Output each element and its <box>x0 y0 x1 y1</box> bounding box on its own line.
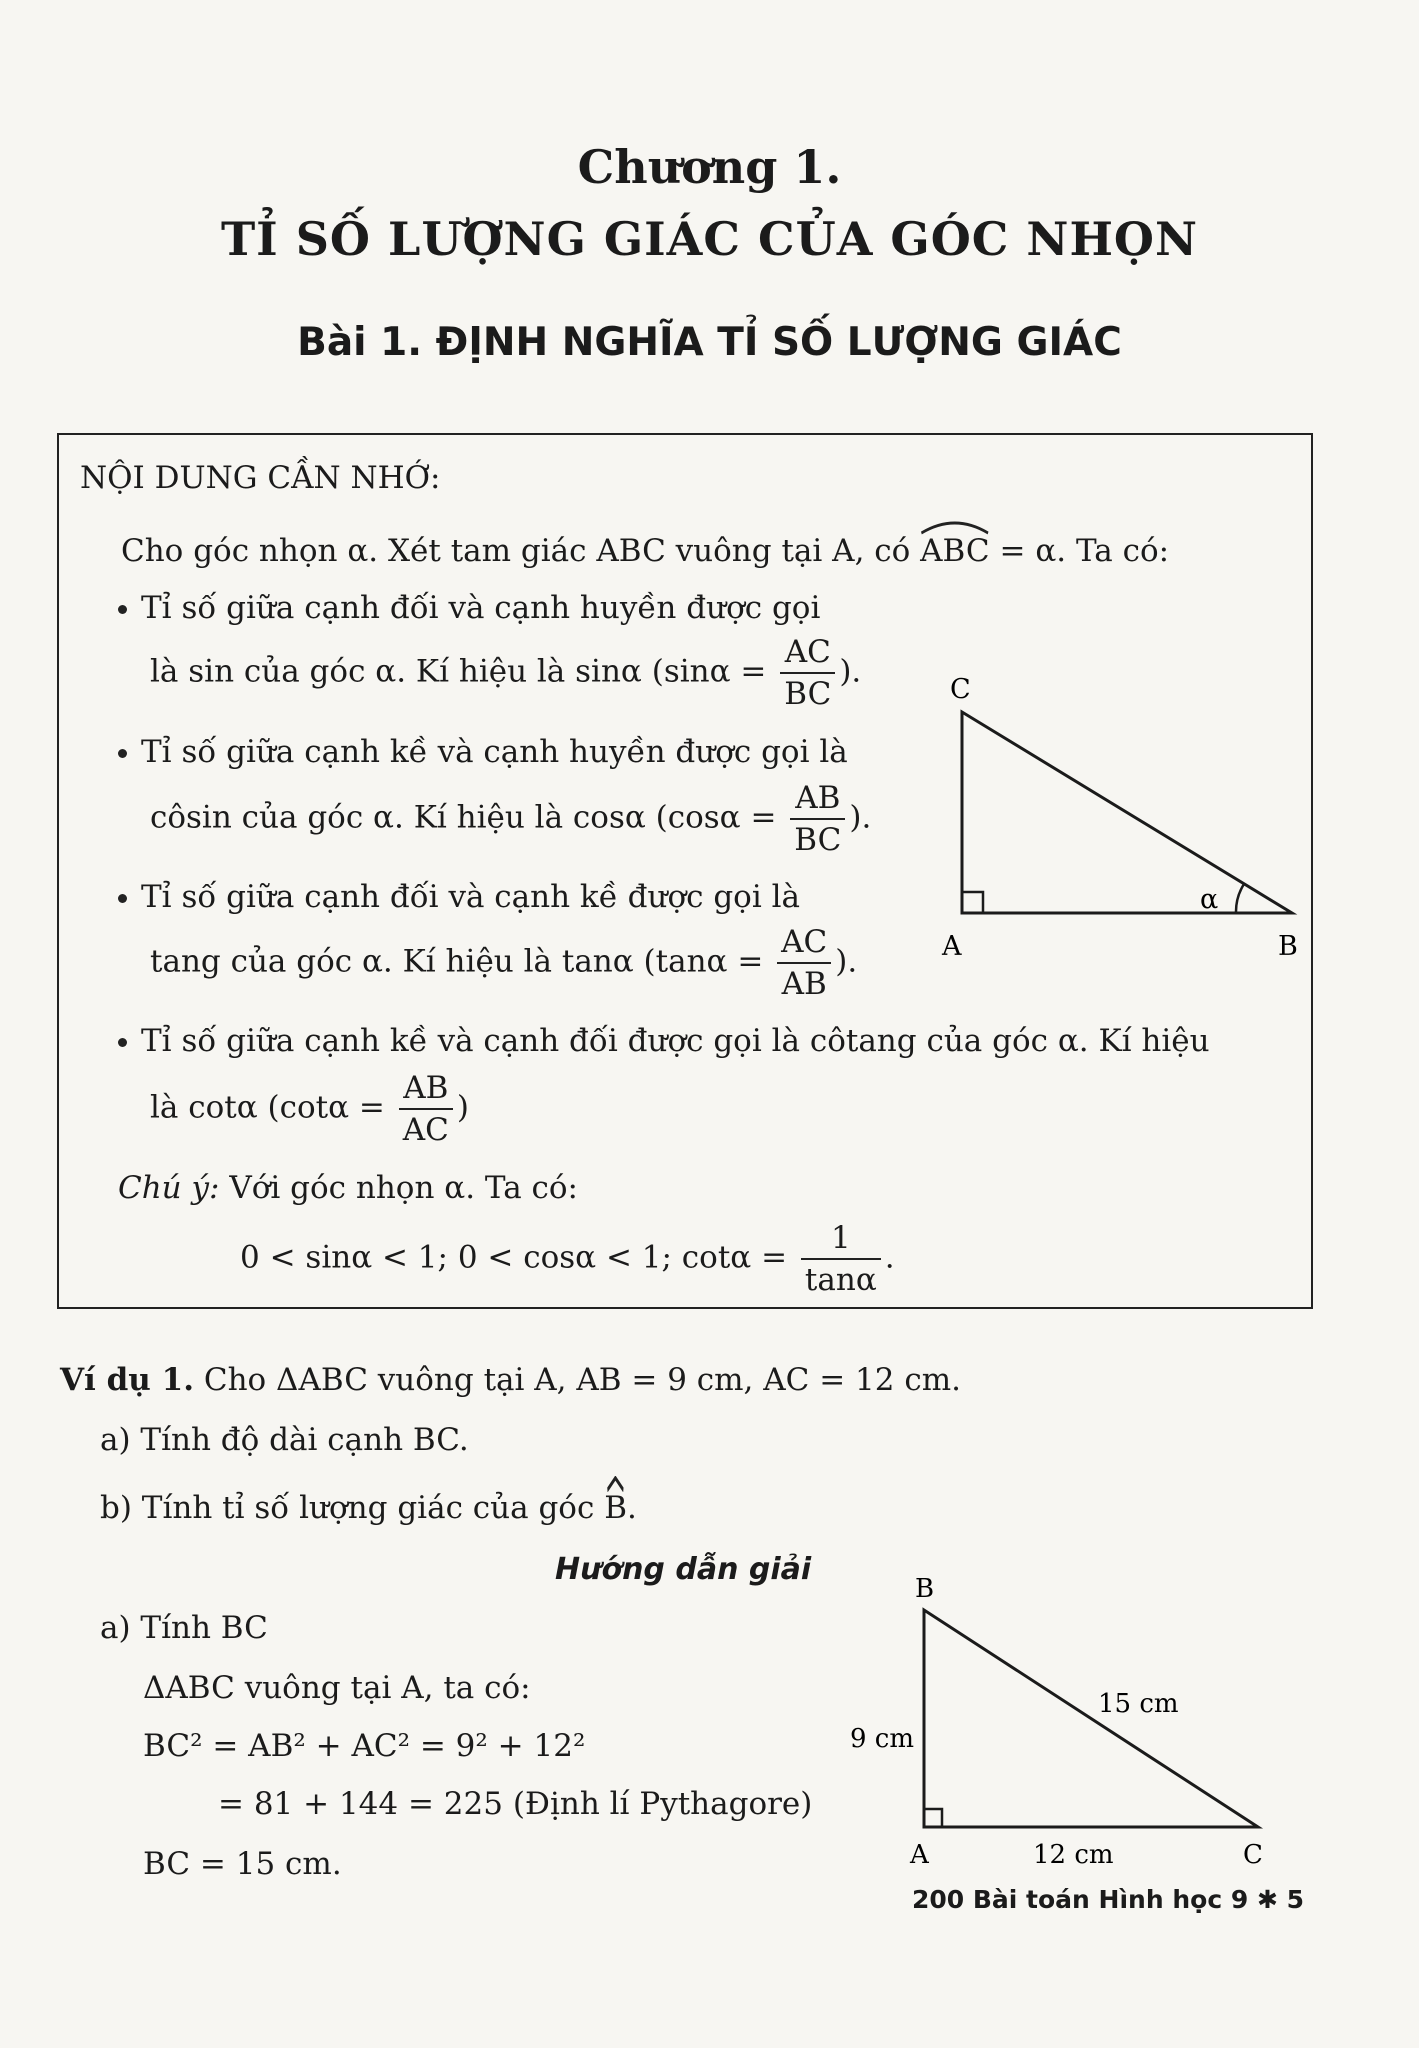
inequality-numerator: 1 <box>801 1218 881 1260</box>
sin-numerator: AC <box>780 632 835 674</box>
triangle-abc <box>962 712 1292 913</box>
cos-numerator: AB <box>790 778 845 820</box>
inequality-text: 0 < sinα < 1; 0 < cosα < 1; cotα = <box>240 1239 788 1276</box>
alpha-arc <box>1236 884 1244 913</box>
bullet-icon <box>118 1038 127 1047</box>
cos-fraction <box>790 778 845 860</box>
part-a: a) Tính độ dài cạnh BC. <box>100 1422 469 1458</box>
solution-line3: = 81 + 144 = 225 (Định lí Pythagore) <box>218 1786 813 1822</box>
tan-line2 <box>150 922 857 1004</box>
note-text: Với góc nhọn α. Ta có: <box>229 1170 579 1206</box>
cot-denominator: AC <box>402 1112 449 1148</box>
tan-line1 <box>118 879 800 915</box>
angle-hat-icon <box>604 1476 627 1492</box>
triangle-abc-example <box>924 1610 1258 1827</box>
bullet-icon <box>118 749 127 758</box>
vertex-b-label: B <box>915 1574 935 1604</box>
right-angle-mark <box>924 1809 942 1827</box>
example-line <box>60 1362 961 1398</box>
angle-abc-label: ABC <box>920 533 990 569</box>
note-label: Chú ý: <box>118 1170 220 1206</box>
side-ab-label: 9 cm <box>850 1724 915 1754</box>
tan-denominator: AB <box>781 966 827 1002</box>
right-angle-mark <box>962 892 983 913</box>
solution-a: a) Tính BC <box>100 1610 268 1646</box>
sin-close: ). <box>839 653 862 690</box>
alpha-label: α <box>1200 884 1219 915</box>
vertex-a-label: A <box>910 1840 929 1870</box>
bullet-icon <box>118 605 127 614</box>
intro-line <box>121 533 1169 569</box>
example-label: Ví dụ 1. <box>60 1362 194 1398</box>
side-ac-label: 12 cm <box>1033 1840 1114 1870</box>
cos-line1 <box>118 734 848 770</box>
chapter-title: TỈ SỐ LƯỢNG GIÁC CỦA GÓC NHỌN <box>220 212 1199 266</box>
solution-line2: BC² = AB² + AC² = 9² + 12² <box>143 1728 586 1764</box>
solution-line4: BC = 15 cm. <box>143 1846 342 1882</box>
solution-line1: ΔABC vuông tại A, ta có: <box>143 1670 531 1706</box>
vertex-b-label: B <box>1278 931 1298 962</box>
angle-abc <box>920 533 989 569</box>
cos-line1-text: Tỉ số giữa cạnh kề và cạnh huyền được gọi là <box>141 734 848 770</box>
cot-fraction <box>399 1068 453 1150</box>
angle-b-label: B <box>604 1490 627 1526</box>
tan-close: ). <box>835 943 858 980</box>
tan-numerator: AC <box>777 922 831 964</box>
tan-def-text: tang của góc α. Kí hiệu là tanα (tanα = <box>150 943 764 980</box>
vertex-c-label: C <box>1243 1840 1263 1870</box>
cot-def-text: là cotα (cotα = <box>150 1089 385 1126</box>
sin-line2 <box>150 632 861 714</box>
inequality-line <box>240 1218 895 1300</box>
sin-line1-text: Tỉ số giữa cạnh đối và cạnh huyền được gọi <box>141 590 821 626</box>
inequality-close: . <box>884 1239 895 1276</box>
cot-line1-text: Tỉ số giữa cạnh kề và cạnh đối được gọi là côtang của góc α. Kí hiệu <box>141 1023 1210 1059</box>
vertex-c-label: C <box>950 674 971 705</box>
intro-post: = α. Ta có: <box>999 533 1170 569</box>
part-b-text: b) Tính tỉ số lượng giác của góc <box>100 1490 595 1526</box>
tan-line1-text: Tỉ số giữa cạnh đối và cạnh kề được gọi là <box>141 879 800 915</box>
inequality-denominator: tanα <box>804 1262 877 1298</box>
summary-heading: NỘI DUNG CẦN NHỚ: <box>80 460 441 496</box>
cos-close: ). <box>849 799 872 836</box>
cot-line2 <box>150 1068 469 1150</box>
chapter-heading: Chương 1. <box>577 140 842 194</box>
side-bc-label: 15 cm <box>1098 1689 1179 1719</box>
triangle-figure-example <box>840 1565 1300 1875</box>
cot-line1 <box>118 1023 1210 1059</box>
cos-denominator: BC <box>794 822 842 858</box>
sin-denominator: BC <box>784 676 832 712</box>
cos-def-text: côsin của góc α. Kí hiệu là cosα (cosα = <box>150 799 777 836</box>
cos-line2 <box>150 778 871 860</box>
cot-numerator: AB <box>399 1068 453 1110</box>
angle-hat-icon <box>920 519 989 535</box>
intro-pre: Cho góc nhọn α. Xét tam giác ABC vuông tại A, có <box>121 533 911 569</box>
page-footer: 200 Bài toán Hình học 9 ✱ 5 <box>911 1885 1304 1914</box>
cot-tan-fraction <box>801 1218 881 1300</box>
lesson-title: Bài 1. ĐỊNH NGHĨA TỈ SỐ LƯỢNG GIÁC <box>297 320 1122 365</box>
tan-fraction <box>777 922 831 1004</box>
angle-b <box>604 1490 627 1526</box>
part-b-post: . <box>626 1490 637 1526</box>
sin-fraction <box>780 632 835 714</box>
part-b <box>100 1490 637 1526</box>
sin-def-text: là sin của góc α. Kí hiệu là sinα (sinα = <box>150 653 767 690</box>
bullet-icon <box>118 894 127 903</box>
example-text: Cho ΔABC vuông tại A, AB = 9 cm, AC = 12 cm. <box>203 1362 961 1398</box>
note-line <box>118 1170 578 1206</box>
sin-line1 <box>118 590 820 626</box>
triangle-figure-definition <box>900 660 1320 980</box>
cot-close: ) <box>456 1089 469 1126</box>
vertex-a-label: A <box>942 931 962 962</box>
guide-heading: Hướng dẫn giải <box>555 1552 812 1587</box>
